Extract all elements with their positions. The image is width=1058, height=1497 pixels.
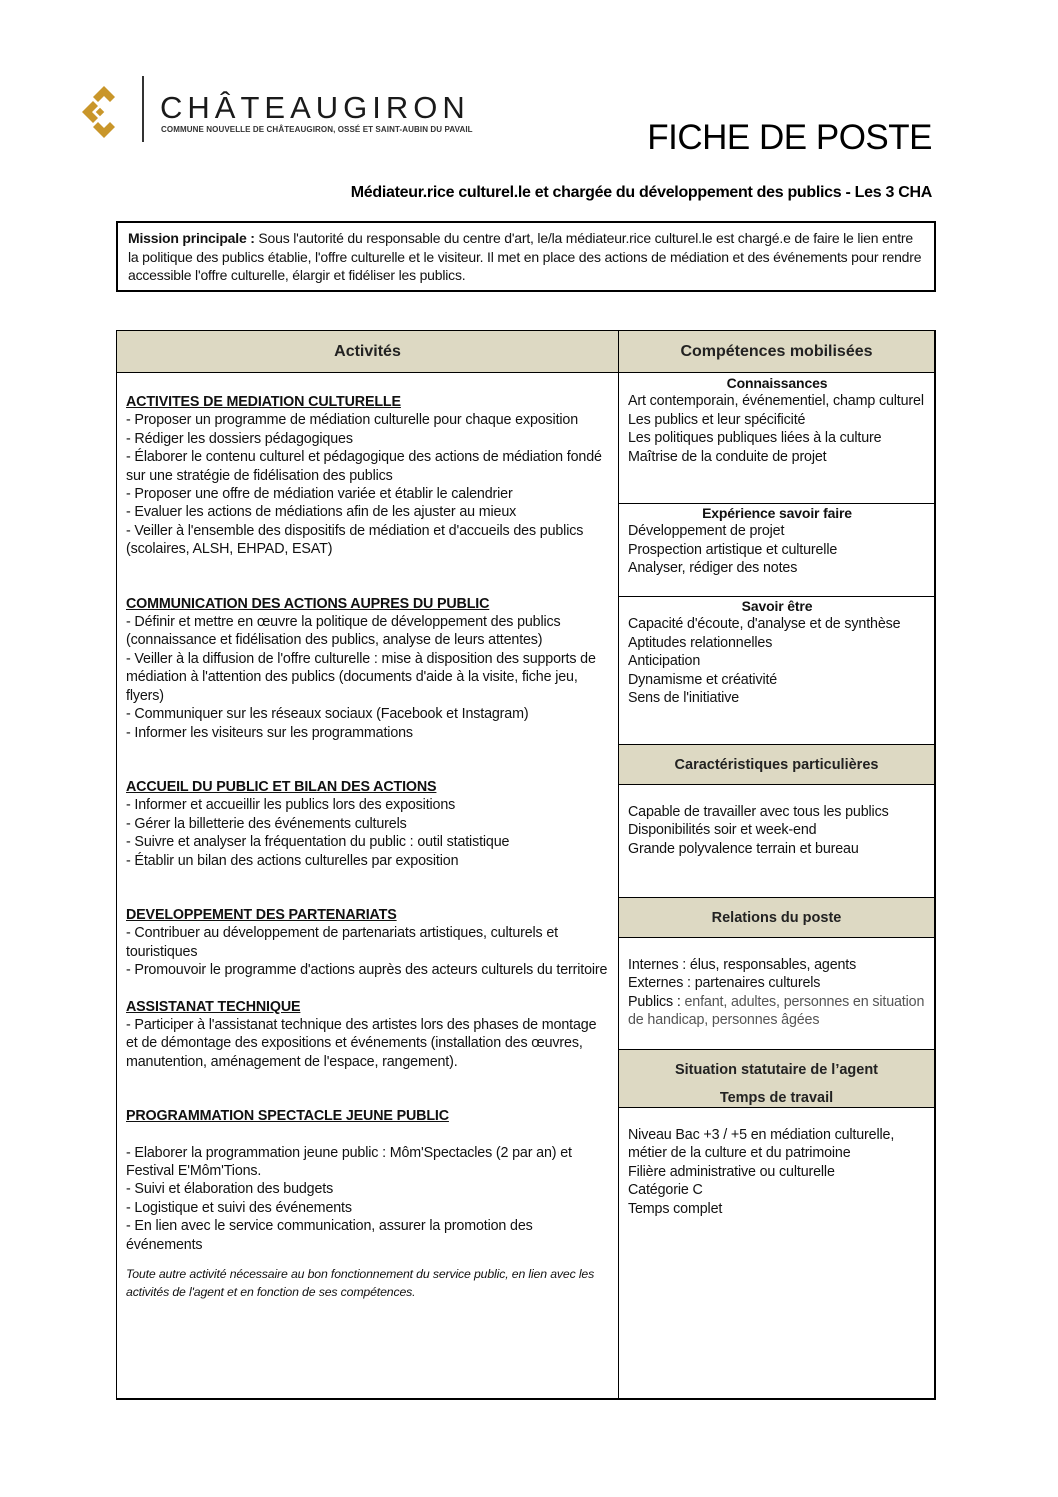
competence-item: Dynamisme et créativité bbox=[628, 671, 778, 688]
activity-item: - Elaborer la programmation jeune public : Môm'Spectacles (2 par an) et Festival E'Môm'Tions. bbox=[126, 1144, 572, 1179]
relations-internes bbox=[628, 956, 926, 974]
competence-item: Analyser, rédiger des notes bbox=[628, 560, 798, 577]
activity-item: - Veiller à l'ensemble des dispositifs de médiation et d'accueils des publics (scolaires, ALSH, EHPAD, ESAT) bbox=[126, 522, 584, 558]
logo-name: CHÂTEAUGIRON bbox=[160, 90, 470, 125]
connaissances-box bbox=[619, 374, 934, 504]
activity-section bbox=[126, 998, 610, 1072]
competence-item: Aptitudes relationnelles bbox=[628, 634, 773, 651]
publics-value: enfant, adultes, personnes en situation de handicap, personnes âgées bbox=[628, 993, 925, 1029]
activity-item: - Élaborer le contenu culturel et pédagogique des actions de médiation fondé sur une stratégie de fidélisation des publics bbox=[126, 449, 602, 484]
competence-item: Développement de projet bbox=[628, 523, 785, 540]
activity-section-title: PROGRAMMATION SPECTACLE JEUNE PUBLIC bbox=[126, 1108, 449, 1125]
job-title: Médiateur.rice culturel.le et chargée du développement des publics - Les 3 CHA bbox=[350, 184, 932, 201]
competence-item: Les politiques publiques liées à la culture bbox=[628, 430, 882, 447]
mission-label: Mission principale : bbox=[128, 230, 255, 246]
competence-item: Prospection artistique et culturelle bbox=[628, 541, 838, 558]
competence-item: Anticipation bbox=[628, 653, 701, 670]
competence-item: Les publics et leur spécificité bbox=[628, 411, 806, 428]
competences-column bbox=[619, 331, 934, 1398]
activity-item: - Contribuer au développement de partenariats artistiques, culturels et touristiques bbox=[126, 925, 559, 960]
savoir-etre-box bbox=[619, 597, 934, 745]
diamond-chevrons-logo-icon bbox=[80, 84, 128, 140]
activity-section-title: ACTIVITES DE MEDIATION CULTURELLE bbox=[126, 394, 401, 410]
logo-separator bbox=[142, 76, 144, 142]
connaissances-title: Connaissances bbox=[726, 375, 828, 391]
activity-section bbox=[126, 393, 610, 559]
activity-item: - Suivre et analyser la fréquentation du public : outil statistique bbox=[126, 834, 510, 851]
activities-body bbox=[117, 373, 618, 1301]
competence-item: Maîtrise de la conduite de projet bbox=[628, 448, 827, 465]
activity-item: - Veiller à la diffusion de l'offre culturelle : mise à disposition des supports de médiation à l'attention des publics (documents d'aide à la visite, fiche jeu, flyers) bbox=[126, 650, 596, 704]
activity-item: - Rédiger les dossiers pédagogiques bbox=[126, 430, 353, 447]
experience-title: Expérience savoir faire bbox=[702, 505, 852, 521]
relations-publics bbox=[628, 993, 926, 1030]
internes-label: Internes : bbox=[628, 957, 687, 973]
activity-section bbox=[126, 906, 610, 980]
activity-item: - Établir un bilan des actions culturelles par exposition bbox=[126, 852, 459, 869]
activity-section-title: ASSISTANAT TECHNIQUE bbox=[126, 998, 301, 1015]
chateaugiron-logo bbox=[80, 74, 510, 144]
activity-item: - Evaluer les actions de médiations afin de les ajuster au mieux bbox=[126, 504, 517, 521]
relations-box bbox=[619, 938, 934, 1050]
logo-subtitle: COMMUNE NOUVELLE DE CHÂTEAUGIRON, OSSÉ ET SAINT-AUBIN DU PAVAIL bbox=[161, 125, 473, 134]
activity-item: - Suivi et élaboration des budgets bbox=[126, 1181, 334, 1198]
activity-section bbox=[126, 778, 610, 870]
caracteristique-item: Capable de travailler avec tous les publics bbox=[628, 804, 889, 820]
document-title: FICHE DE POSTE bbox=[647, 118, 932, 157]
activity-item: - Définir et mettre en œuvre la politique de développement des publics (connaissance et fidélisation des publics, analyse de leurs attentes) bbox=[126, 614, 561, 649]
competences-header: Compétences mobilisées bbox=[619, 331, 934, 373]
activity-section-title: COMMUNICATION DES ACTIONS AUPRES DU PUBLIC bbox=[126, 595, 490, 612]
activities-note: Toute autre activité nécessaire au bon fonctionnement du service public, en lien avec les activités de l'agent et en fonction de ses compétences. bbox=[126, 1267, 595, 1299]
relations-externes bbox=[628, 974, 926, 992]
caracteristique-item: Grande polyvalence terrain et bureau bbox=[628, 840, 859, 857]
caracteristiques-box bbox=[619, 785, 934, 898]
caracteristique-item: Disponibilités soir et week-end bbox=[628, 822, 817, 839]
situation-item: Filière administrative ou culturelle bbox=[628, 1163, 835, 1180]
situation-header-line2: Temps de travail bbox=[719, 1090, 834, 1106]
publics-label: Publics : bbox=[628, 993, 681, 1010]
mission-box bbox=[116, 221, 936, 292]
job-table bbox=[116, 330, 936, 1400]
situation-item: Catégorie C bbox=[628, 1182, 703, 1199]
externes-label: Externes : bbox=[628, 975, 691, 992]
activities-header: Activités bbox=[117, 331, 618, 373]
activity-section bbox=[126, 1107, 610, 1254]
experience-box bbox=[619, 504, 934, 597]
competence-item: Art contemporain, événementiel, champ culturel bbox=[628, 393, 924, 410]
activity-item: - Proposer un programme de médiation culturelle pour chaque exposition bbox=[126, 412, 579, 429]
competence-item: Sens de l'initiative bbox=[628, 690, 739, 707]
activity-item: - Promouvoir le programme d'actions auprès des acteurs culturels du territoire bbox=[126, 962, 608, 979]
savoir-etre-title: Savoir être bbox=[741, 598, 813, 614]
activity-item: - Informer et accueillir les publics lors des expositions bbox=[126, 797, 456, 814]
situation-header-line1: Situation statutaire de l’agent bbox=[674, 1062, 879, 1078]
caracteristiques-header: Caractéristiques particulières bbox=[619, 745, 934, 785]
relations-header: Relations du poste bbox=[619, 898, 934, 938]
activities-column bbox=[117, 331, 619, 1398]
activity-item: - Informer les visiteurs sur les programmations bbox=[126, 724, 413, 741]
activity-section-title: ACCUEIL DU PUBLIC ET BILAN DES ACTIONS bbox=[126, 778, 437, 795]
activity-section-title: DEVELOPPEMENT DES PARTENARIATS bbox=[126, 906, 397, 923]
activity-item: - En lien avec le service communication, assurer la promotion des événements bbox=[126, 1218, 533, 1253]
activity-item: - Communiquer sur les réseaux sociaux (Facebook et Instagram) bbox=[126, 706, 529, 723]
situation-box bbox=[619, 1108, 934, 1398]
activity-item: - Participer à l'assistanat technique des artistes lors des phases de montage et de démontage des expositions et événements (installation des œuvres, manutention, aménagement de l'espace, rangement). bbox=[126, 1016, 597, 1070]
situation-header bbox=[619, 1050, 934, 1108]
activity-item: - Gérer la billetterie des événements culturels bbox=[126, 815, 407, 832]
activity-item: - Proposer une offre de médiation variée et établir le calendrier bbox=[126, 486, 513, 503]
mission-text: Sous l'autorité du responsable du centre d'art, le/la médiateur.rice culturel.le est chargé.e de faire le lien entre la politique des publics établie, l'offre culturelle et le visiteur. Il met en place des actions de médiation et des événements pour rendre accessible l'offre culturelle, élargir et fidéliser les publics. bbox=[128, 230, 922, 283]
competence-item: Capacité d'écoute, d'analyse et de synthèse bbox=[628, 616, 901, 633]
situation-item: Temps complet bbox=[628, 1200, 723, 1217]
internes-value: élus, responsables, agents bbox=[686, 957, 857, 973]
activity-item: - Logistique et suivi des événements bbox=[126, 1199, 352, 1216]
activity-section bbox=[126, 595, 610, 742]
situation-item: Niveau Bac +3 / +5 en médiation culturelle, métier de la culture et du patrimoine bbox=[628, 1127, 895, 1162]
externes-value: partenaires culturels bbox=[690, 975, 821, 992]
